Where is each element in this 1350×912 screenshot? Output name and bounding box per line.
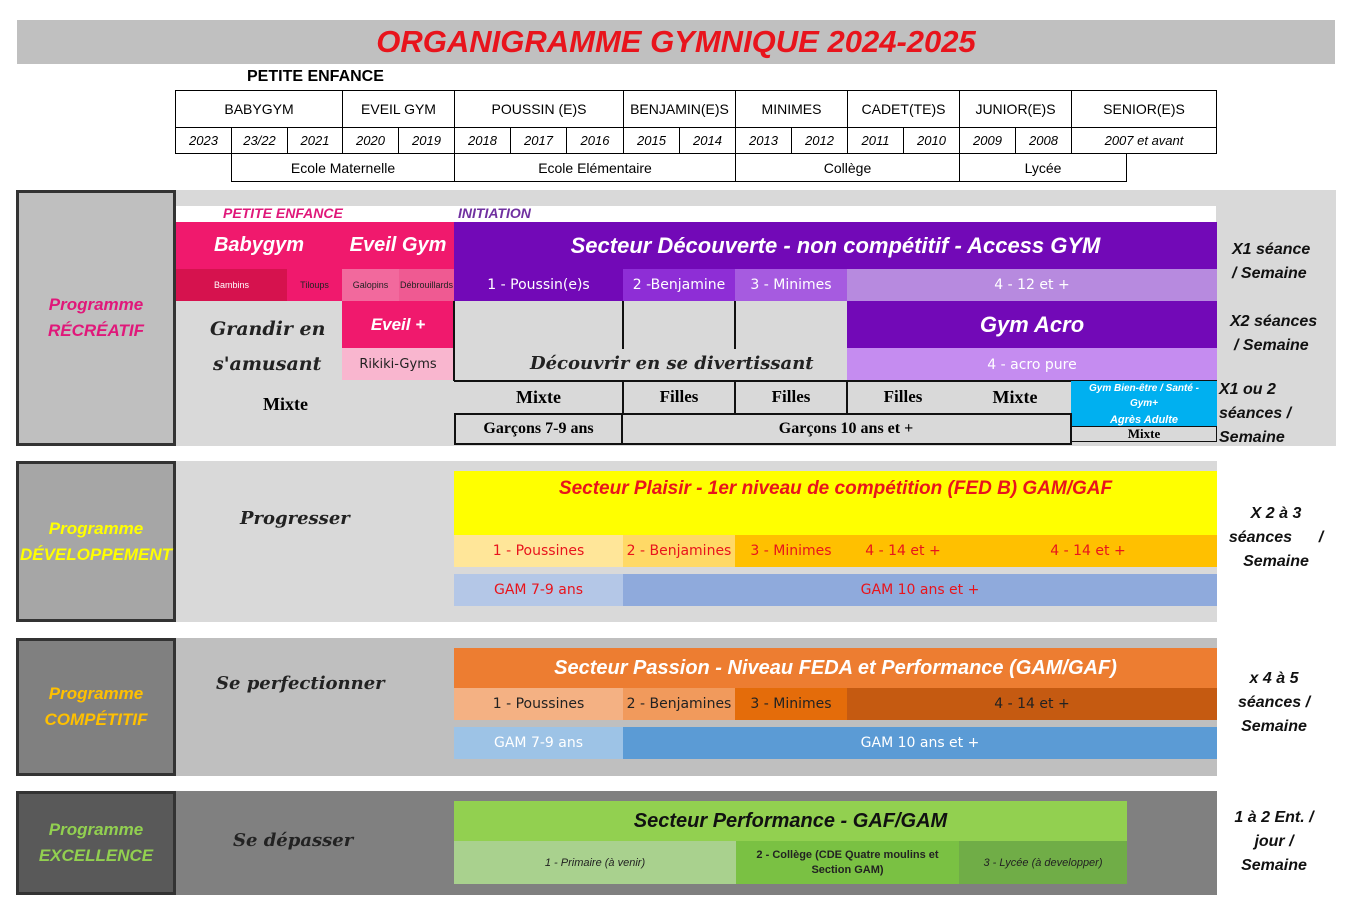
bien-etre-text: Gym Bien-être / Santé - Gym+	[1088, 383, 1200, 409]
divider	[734, 381, 736, 413]
motto-depasser: Se dépasser	[233, 830, 354, 851]
school-college: Collège	[735, 153, 960, 182]
note-dev	[1226, 502, 1326, 574]
note-line: / Semaine	[1232, 265, 1307, 282]
year-cell: 2012	[791, 127, 848, 154]
note-line: Semaine	[1241, 718, 1307, 735]
year-cell: 2020	[342, 127, 399, 154]
eveil-plus-block: Eveil +	[342, 301, 454, 348]
comp-benjamines: 2 - Benjamines	[623, 688, 735, 720]
garcons-79: Garçons 7-9 ans	[454, 413, 623, 445]
developpement-label-2: DÉVELOPPEMENT	[19, 544, 173, 564]
poussins-cell: 1 - Poussin(e)s	[454, 269, 623, 301]
petite-enfance-header: PETITE ENFANCE	[247, 68, 384, 85]
exc-primaire: 1 - Primaire (à venir)	[454, 841, 736, 884]
cat-senior: SENIOR(E)S	[1071, 90, 1217, 128]
year-cell: 2019	[398, 127, 455, 154]
cat-babygym: BABYGYM	[175, 90, 343, 128]
note-line: Semaine	[1241, 857, 1307, 874]
school-elementaire: Ecole Elémentaire	[454, 153, 736, 182]
note-line: X2 séances	[1230, 313, 1318, 330]
gender-cell: Mixte	[992, 386, 1038, 407]
dev-14a: 4 - 14 et +	[847, 535, 959, 567]
note-line: X1 séance	[1232, 241, 1311, 258]
year-cell: 2013	[735, 127, 792, 154]
developpement-label-1: Programme	[48, 518, 144, 538]
year-cell: 2008	[1015, 127, 1072, 154]
divider	[453, 301, 455, 381]
competitif-label-1: Programme	[48, 684, 144, 703]
note-line: X1 ou 2	[1219, 381, 1276, 398]
cat-minimes: MINIMES	[735, 90, 848, 128]
year-cell: 2007 et avant	[1071, 127, 1217, 154]
dev-gam10: GAM 10 ans et +	[623, 574, 1217, 606]
dev-14b: 4 - 14 et +	[959, 535, 1217, 567]
title-bar	[17, 20, 1335, 64]
note-line: séances /	[1228, 529, 1324, 546]
exc-lycee: 3 - Lycée (à developper)	[959, 841, 1127, 884]
mixte-adulte: Mixte	[1071, 426, 1217, 442]
cat-junior: JUNIOR(E)S	[959, 90, 1072, 128]
note-line: / Semaine	[1234, 337, 1309, 354]
recreatif-label-box	[16, 190, 176, 446]
cat-benjamin: BENJAMIN(E)S	[623, 90, 736, 128]
cat-poussin: POUSSIN (E)S	[454, 90, 624, 128]
excellence-label-1: Programme	[48, 820, 144, 839]
divider	[734, 301, 736, 349]
decouvrir-text: Découvrir en se divertissant	[530, 353, 814, 374]
eveil-gym-block: Eveil Gym	[342, 222, 454, 269]
school-maternelle: Ecole Maternelle	[231, 153, 455, 182]
babygym-block: Babygym	[176, 222, 342, 269]
note-line: Semaine	[1219, 429, 1285, 446]
petite-enfance-tag: PETITE ENFANCE	[223, 205, 343, 221]
grandir-text-2: s'amusant	[213, 353, 322, 375]
douze-cell: 4 - 12 et +	[847, 269, 1217, 301]
note-x2	[1230, 310, 1317, 358]
note-line: X 2 à 3	[1250, 505, 1302, 522]
note-exc	[1222, 806, 1326, 878]
comp-minimes: 3 - Minimes	[735, 688, 847, 720]
garcons-10: Garçons 10 ans et +	[622, 413, 1072, 445]
rikiki-block: Rikiki-Gyms	[342, 348, 454, 380]
note-x1-2	[1219, 378, 1291, 450]
school-lycee: Lycée	[959, 153, 1127, 182]
dev-gam79: GAM 7-9 ans	[454, 574, 623, 606]
comp-poussines: 1 - Poussines	[454, 688, 623, 720]
excellence-label-2: EXCELLENCE	[38, 846, 154, 865]
exc-college: 2 - Collège (CDE Quatre moulins et Section GAM)	[736, 841, 959, 884]
year-cell: 23/22	[231, 127, 288, 154]
divider	[622, 301, 624, 349]
bambins-cell: Bambins	[176, 269, 287, 301]
gender-cell: Filles	[883, 387, 923, 406]
plaisir-block	[454, 471, 1217, 535]
recreatif-label-1: Programme	[48, 295, 144, 314]
year-cell: 2010	[903, 127, 960, 154]
note-line: Semaine	[1243, 553, 1309, 570]
note-comp	[1224, 667, 1324, 739]
agres-text: Agrès Adulte	[1109, 414, 1179, 426]
grandir-text-1: Grandir en	[210, 318, 326, 340]
recreatif-label-2: RÉCRÉATIF	[47, 321, 144, 340]
competitif-label-box	[16, 638, 176, 776]
note-line: 1 à 2 Ent. /	[1234, 809, 1314, 826]
year-cell: 2017	[510, 127, 567, 154]
page-title: ORGANIGRAMME GYMNIQUE 2024-2025	[376, 24, 976, 59]
dev-minimes: 3 - Minimes	[735, 535, 847, 567]
cat-cadet: CADET(TE)S	[847, 90, 960, 128]
developpement-label-box	[16, 461, 176, 622]
galopins-cell: Galopins	[342, 269, 399, 301]
year-cell: 2016	[566, 127, 624, 154]
excellence-label-box	[16, 791, 176, 895]
note-line: séances /	[1237, 694, 1311, 711]
year-cell: 2015	[623, 127, 680, 154]
motto-perfectionner: Se perfectionner	[216, 673, 385, 694]
comp-gam10: GAM 10 ans et +	[623, 727, 1217, 759]
year-cell: 2018	[454, 127, 511, 154]
gender-cell: Filles	[659, 387, 699, 406]
gender-cell: Filles	[771, 387, 811, 406]
cat-eveil: EVEIL GYM	[342, 90, 455, 128]
dev-poussines: 1 - Poussines	[454, 535, 623, 567]
gender-cell: Mixte	[516, 386, 561, 407]
year-cell: 2009	[959, 127, 1016, 154]
benjamine-cell: 2 -Benjamine	[623, 269, 735, 301]
note-x1	[1232, 238, 1310, 286]
tiloups-cell: Tiloups	[287, 269, 342, 301]
comp-14: 4 - 14 et +	[847, 688, 1217, 720]
divider	[622, 381, 624, 413]
motto-progresser: Progresser	[240, 508, 350, 529]
dev-benjamines: 2 - Benjamines	[623, 535, 735, 567]
minimes-cell: 3 - Minimes	[735, 269, 847, 301]
performance-block: Secteur Performance - GAF/GAM	[454, 801, 1127, 841]
mixte-left: Mixte	[263, 394, 308, 414]
year-cell: 2014	[679, 127, 736, 154]
decouverte-block: Secteur Découverte - non compétitif - Access GYM	[454, 222, 1217, 269]
comp-gam79: GAM 7-9 ans	[454, 727, 623, 759]
initiation-tag: INITIATION	[458, 205, 531, 221]
debrouillards-cell: Débrouillards	[399, 269, 454, 301]
note-line: séances /	[1219, 405, 1292, 422]
passion-block: Secteur Passion - Niveau FEDA et Performance (GAM/GAF)	[454, 648, 1217, 688]
year-cell: 2011	[847, 127, 904, 154]
gym-acro-block: Gym Acro	[847, 301, 1217, 348]
note-line: x 4 à 5	[1249, 670, 1299, 687]
competitif-label-2: COMPÉTITIF	[44, 710, 148, 729]
year-cell: 2023	[175, 127, 232, 154]
acro-pure-cell: 4 - acro pure	[847, 348, 1217, 381]
note-line: jour /	[1254, 833, 1294, 850]
year-cell: 2021	[287, 127, 343, 154]
plaisir-title: Secteur Plaisir - 1er niveau de compétition (FED B) GAM/GAF	[558, 478, 1113, 499]
divider	[846, 381, 848, 413]
